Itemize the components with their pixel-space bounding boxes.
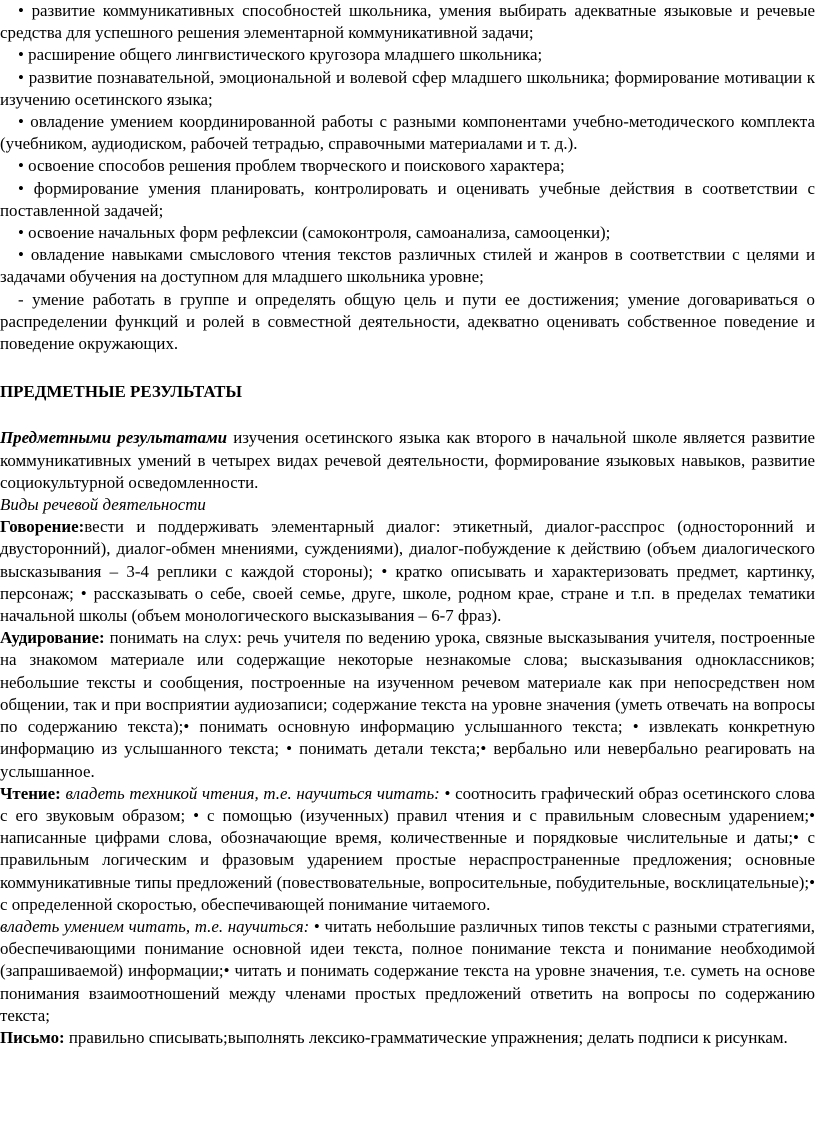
writing-text: правильно списывать;выполнять лексико-грамматические упражнения; делать подписи к рисункам. — [64, 1027, 788, 1047]
speaking-paragraph — [0, 516, 815, 627]
bullet-item: • овладение навыками смыслового чтения текстов различных стилей и жанров в соответствии с целями и задачами обучения на доступном для младшего школьника уровне; — [0, 245, 815, 287]
listening-text: понимать на слух: речь учителя по ведению урока, связные высказывания учителя, построенные на знакомом материале или содержащие некоторые незнакомые слова; высказывания одноклассников; небольшие тексты и сообщения, построенные на изученном речевом материале как при непосредствен ном общении, так и при восприятии аудиозаписи; содержание текста на уровне значения (уметь отвечать на вопросы по содержанию текста);• понимать основную информацию услышанного текста; • извлекать конкретную информацию из услышанного текста; • понимать детали текста;• вербально или невербально реагировать на услышанное. — [0, 628, 815, 781]
bullet-item: • развитие коммуникативных способностей школьника, умения выбирать адекватные языковые и речевые средства для успешного решения элементарной коммуникативной задачи; — [0, 1, 815, 43]
reading-label: Чтение: — [0, 783, 61, 803]
bullet-item: • освоение начальных форм рефлексии (самоконтроля, самоанализа, самооценки); — [18, 223, 611, 243]
intro-lead: Предметными результатами — [0, 428, 228, 448]
reading-italic: владеть техникой чтения, т.е. научиться читать: — [60, 783, 440, 803]
intro-paragraph — [0, 427, 815, 494]
reading-skill-paragraph — [0, 916, 815, 1027]
reading-paragraph — [0, 783, 815, 916]
speaking-text: вести и поддерживать элементарный диалог: этикетный, диалог-расспрос (односторонний и двусторонний), диалог-обмен мнениями, суждениями), диалог-побуждение к действию (объем диалогического высказывания – 3-4 реплики с каждой стороны); • кратко описывать и характеризовать предмет, картинку, персонаж; • рассказывать о себе, своей семье, друге, школе, родном крае, стране и т.п. в пределах тематики начальной школы (объем монологического высказывания – 6-7 фраз). — [0, 517, 815, 626]
speaking-label: Говорение: — [0, 517, 85, 537]
bullet-item: • развитие познавательной, эмоциональной и волевой сфер младшего школьника; формирование мотивации к изучению осетинского языка; — [0, 67, 815, 109]
writing-paragraph — [0, 1027, 815, 1049]
intro-text: изучения осетинского языка как второго в начальной школе является развитие коммуникативных умений в четырех видах речевой деятельности, формирование языковых навыков, развитие социокультурной осведомленности. — [0, 428, 815, 492]
bullet-item: • овладение умением координированной работы с разными компонентами учебно-методического комплекта (учебником, аудиодиском, рабочей тетрадью, справочными материалами и т. д.). — [0, 112, 815, 154]
bullet-item: • формирование умения планировать, контролировать и оценивать учебные действия в соответствии с поставленной задачей; — [0, 178, 815, 220]
listening-label: Аудирование: — [0, 628, 105, 648]
reading-text: • соотносить графический образ осетинского слова с его звуковым образом; • с помощью (изученных) правил чтения и с правильным словесным ударением;• написанные цифрами слова, обозначающие время, количественные и порядковые числительные и даты;• с правильным логическим и фразовым ударением простые нераспространенные предложения; основные коммуникативные типы предложений (повествовательные, вопросительные, побудительные, восклицательные);• с определенной скоростью, обеспечивающей понимание читаемого. — [0, 783, 815, 914]
writing-label: Письмо: — [0, 1027, 65, 1047]
bullet-item: • освоение способов решения проблем творческого и поискового характера; — [18, 156, 565, 176]
reading-skill-text: • читать небольшие различных типов тексты с разными стратегиями, обеспечивающими понимание основной идеи текста, полное понимание текста и понимание необходимой (запрашиваемой) информации;• читать и понимать содержание текста на уровне значения, т.е. суметь на основе понимания взаимоотношений между членами простых предложений ответить на вопросы по содержанию текста; — [0, 916, 815, 1025]
activities-label: Виды речевой деятельности — [0, 495, 206, 515]
bullet-item: - умение работать в группе и определять общую цель и пути ее достижения; умение договариваться о распределении функций и ролей в совместной деятельности, адекватно оценивать собственное поведение и поведение окружающих. — [0, 289, 815, 354]
reading-skill-italic: владеть умением читать, т.е. научиться: — [0, 916, 310, 936]
listening-paragraph — [0, 627, 815, 782]
bullet-item: • расширение общего лингвистического кругозора младшего школьника; — [18, 45, 543, 65]
section-heading: ПРЕДМЕТНЫЕ РЕЗУЛЬТАТЫ — [0, 382, 242, 402]
